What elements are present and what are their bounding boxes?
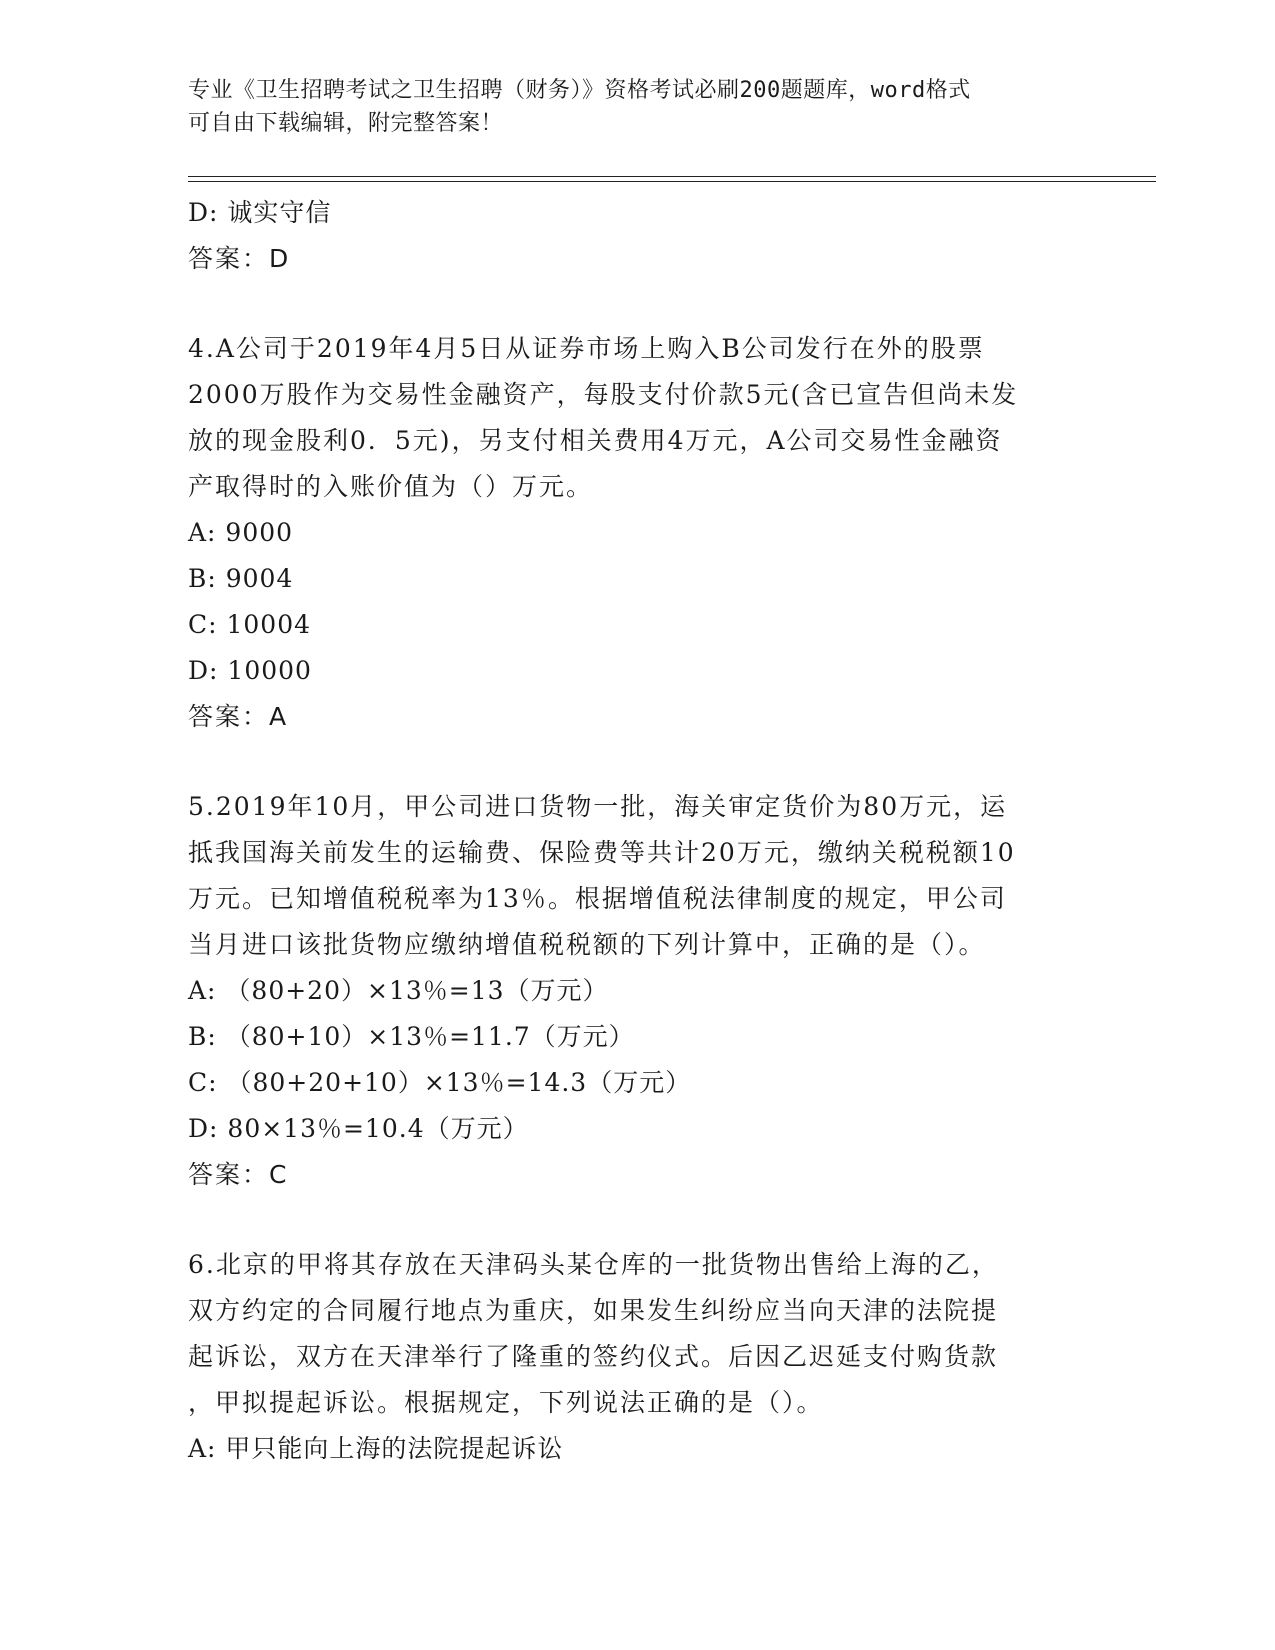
question-stem-line: 2000万股作为交易性金融资产，每股支付价款5元(含已宣告但尚未发 [188,380,1019,409]
option-a: A: （80+20）×13％=13（万元） [188,976,609,1005]
answer-line: 答案：A [188,702,289,731]
question-stem-line: 6.北京的甲将其存放在天津码头某仓库的一批货物出售给上海的乙， [188,1250,999,1279]
question-stem-line: 双方约定的合同履行地点为重庆，如果发生纠纷应当向天津的法院提 [188,1296,999,1325]
option-d: D: 10000 [188,656,312,685]
option-d: D: 诚实守信 [188,198,332,227]
question-stem-line: 4.A公司于2019年4月5日从证券市场上购入B公司发行在外的股票 [188,334,985,363]
question-stem-line: 放的现金股利0．5元)，另支付相关费用4万元，A公司交易性金融资 [188,426,1003,455]
option-b: B: 9004 [188,564,294,593]
question-stem-line: 当月进口该批货物应缴纳增值税税额的下列计算中，正确的是（）。 [188,930,986,959]
header-line-1: 专业《卫生招聘考试之卫生招聘（财务）》资格考试必刷200题题库，word格式 [188,78,971,103]
question-stem-line: 5.2019年10月，甲公司进口货物一批，海关审定货价为80万元，运 [188,792,1008,821]
header-rule-bottom [188,181,1156,182]
option-c: C: 10004 [188,610,312,639]
option-a: A: 9000 [188,518,294,547]
question-stem-line: 产取得时的入账价值为（）万元。 [188,472,594,501]
question-stem-line: 万元。已知增值税税率为13％。根据增值税法律制度的规定，甲公司 [188,884,1007,913]
header-rule-top [188,176,1156,177]
answer-line: 答案：D [188,244,291,273]
question-stem-line: 抵我国海关前发生的运输费、保险费等共计20万元，缴纳关税税额10 [188,838,1016,867]
option-c: C: （80+20+10）×13％=14.3（万元） [188,1068,692,1097]
answer-line: 答案：C [188,1160,289,1189]
option-a: A: 甲只能向上海的法院提起诉讼 [188,1434,564,1463]
question-stem-line: 起诉讼，双方在天津举行了隆重的签约仪式。后因乙迟延支付购货款 [188,1342,999,1371]
document-header [188,74,1078,140]
previous-question-tail [188,190,1088,282]
option-b: B: （80+10）×13％=11.7（万元） [188,1022,635,1051]
header-line-2: 可自由下载编辑，附完整答案！ [188,111,504,136]
question-4 [188,326,1088,740]
question-stem-line: ，甲拟提起诉讼。根据规定，下列说法正确的是（）。 [188,1388,824,1417]
document-body [188,190,1088,1472]
question-6 [188,1242,1088,1472]
question-5 [188,784,1088,1198]
option-d: D: 80×13％=10.4（万元） [188,1114,529,1143]
